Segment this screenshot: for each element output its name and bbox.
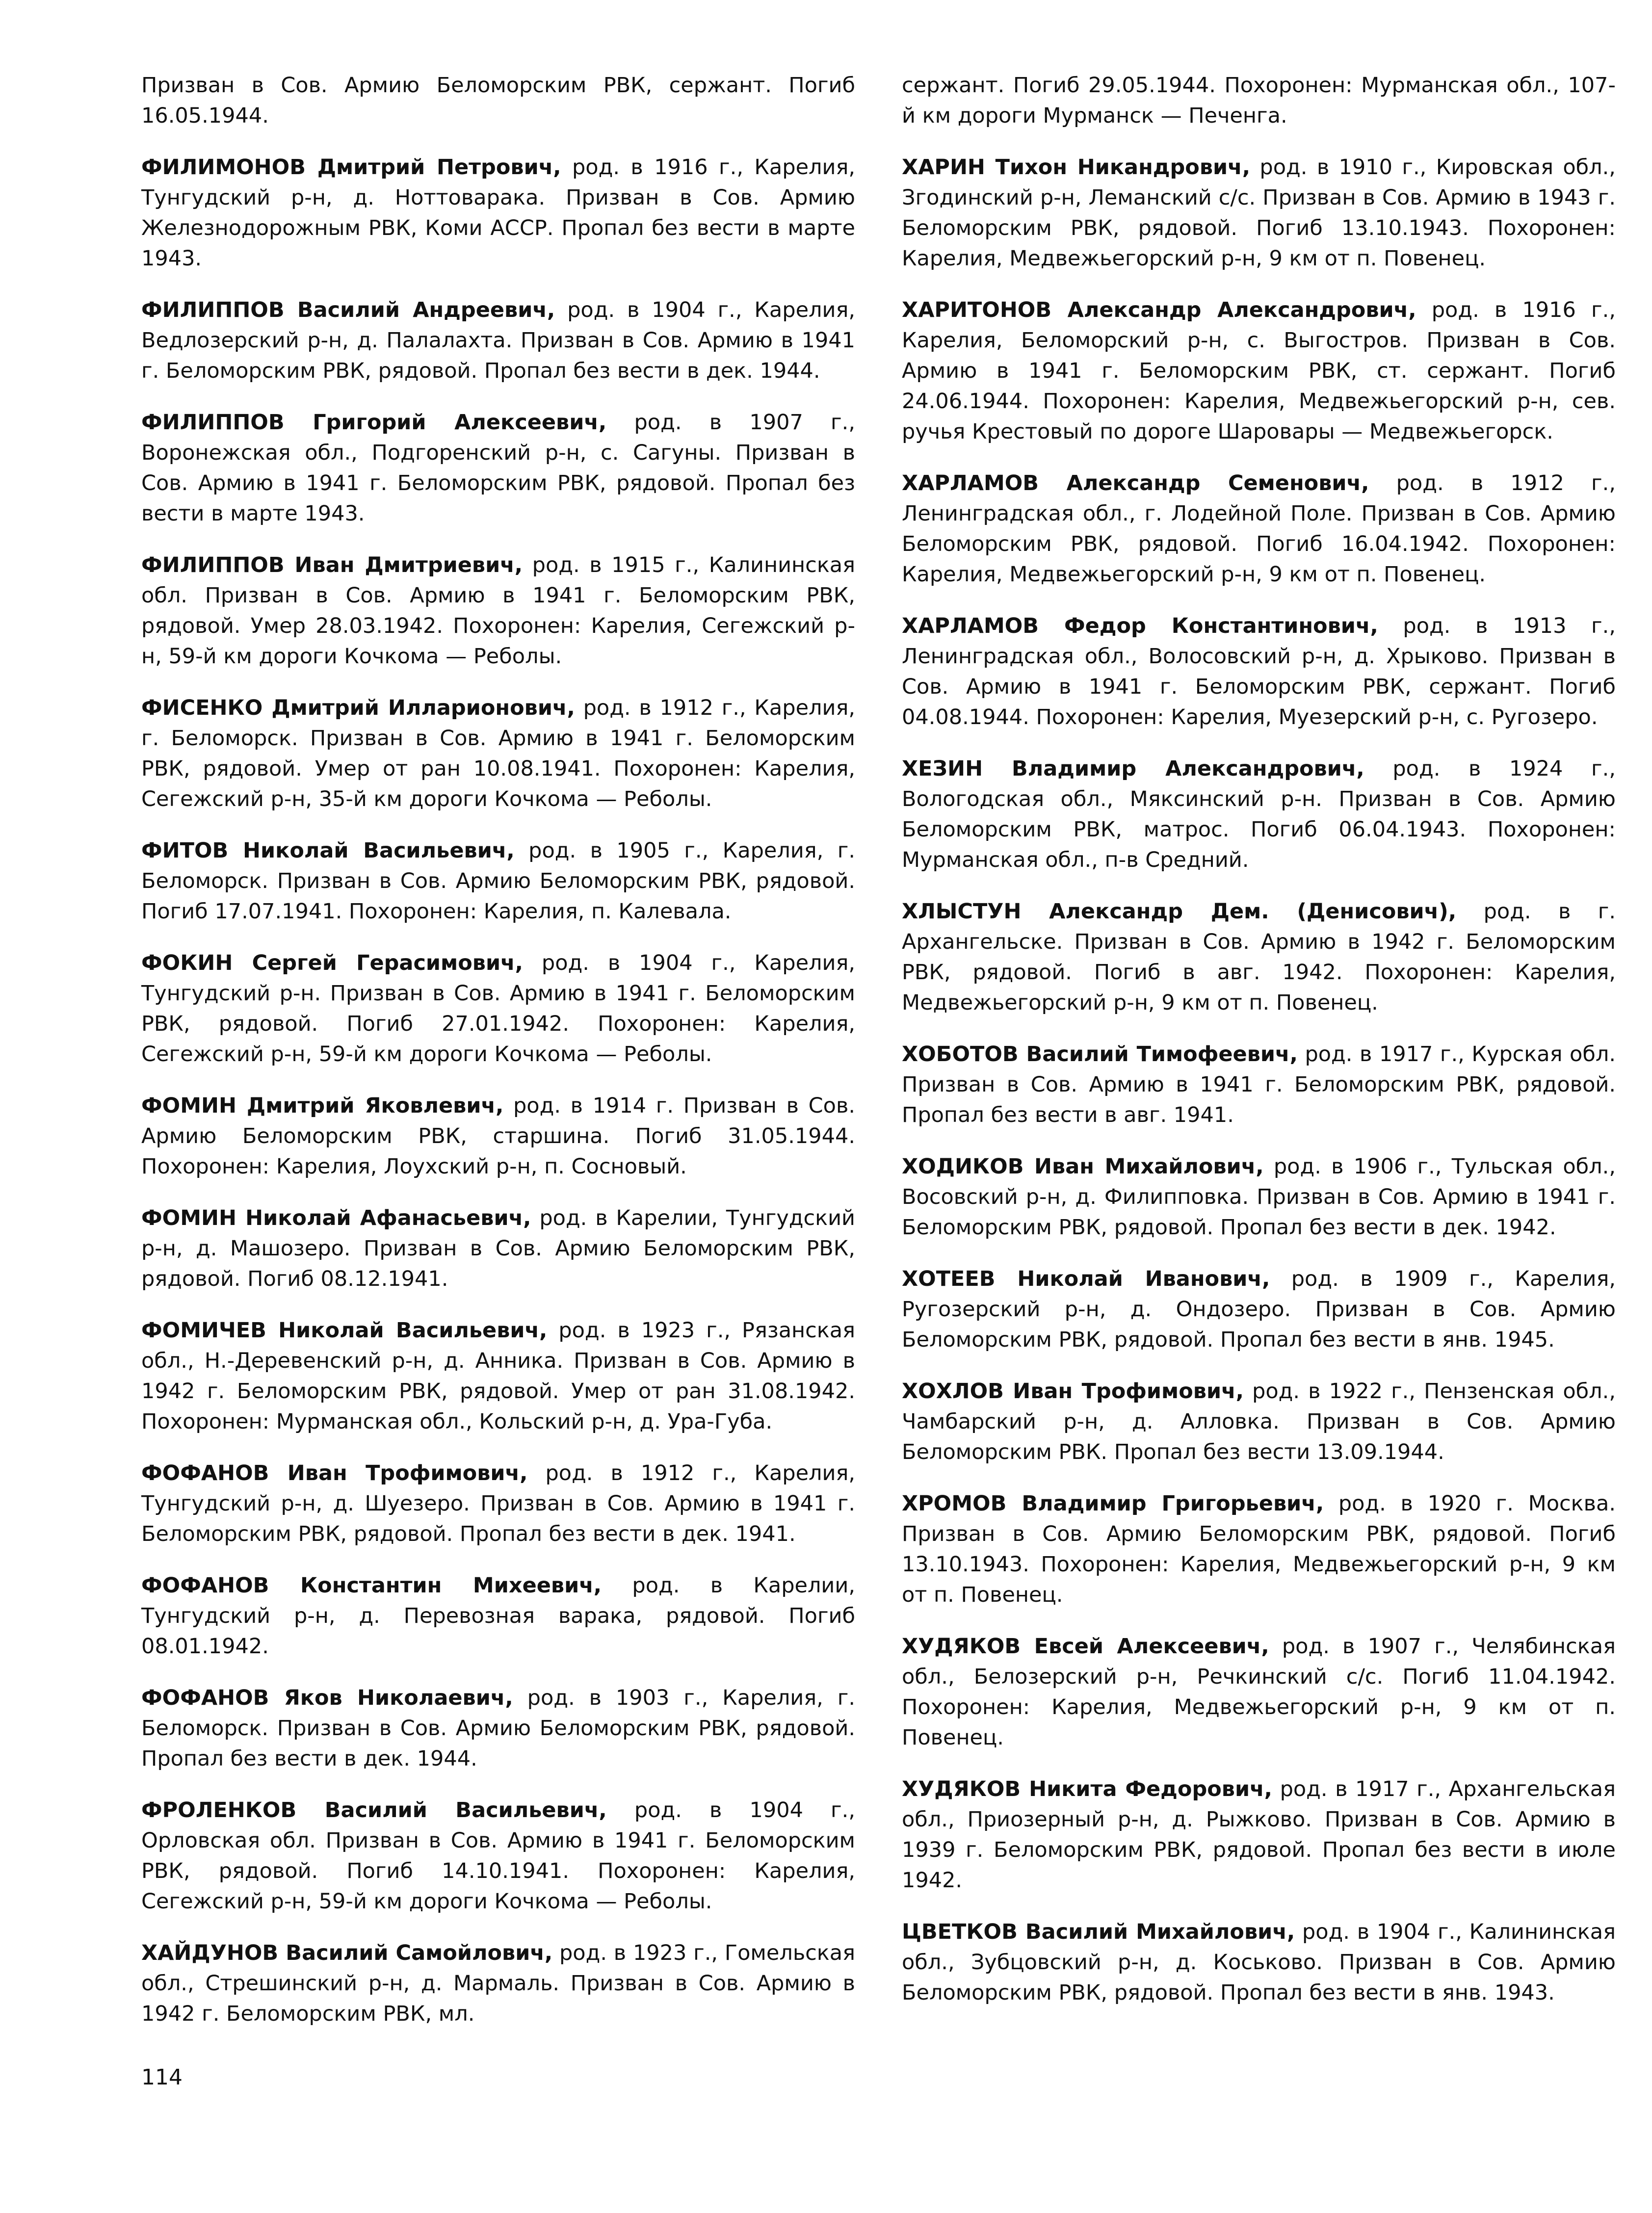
entry bbox=[902, 70, 1616, 131]
entry-text: род. в 1916 г., Карелия, Тунгудский р-н, д. Ноттоварака. Призван в Сов. Армию Железнодорожным РВК, Коми АССР. Пропал без вести в марте 1943. bbox=[141, 155, 856, 271]
left-column bbox=[141, 49, 855, 2045]
entry bbox=[141, 1938, 855, 2029]
entry-name: ФИЛИМОНОВ Дмитрий Петрович, bbox=[141, 155, 561, 180]
entry bbox=[902, 1917, 1616, 2008]
entry bbox=[902, 611, 1616, 732]
entry bbox=[902, 152, 1616, 274]
entry-text: род. в 1904 г., Карелия, Ведлозерский р-н, д. Палалахта. Призван в Сов. Армию в 1941 г. Беломорским РВК, рядовой. Пропал без вести в дек. 1944. bbox=[141, 298, 855, 383]
entry-text: род. в г. Архангельске. Призван в Сов. Армию в 1942 г. Беломорским РВК, рядовой. Погиб в авг. 1942. Похоронен: Карелия, Медвежьегорский р-н, 9 км от п. Повенец. bbox=[902, 899, 1616, 1015]
entry bbox=[902, 1631, 1616, 1753]
entry-name: ХОХЛОВ Иван Трофимович, bbox=[902, 1379, 1244, 1404]
entry bbox=[141, 1315, 855, 1437]
entry-name: ФИЛИППОВ Иван Дмитриевич, bbox=[141, 553, 523, 577]
entry-text: род. в 1904 г., Карелия, Тунгудский р-н. Призван в Сов. Армию в 1941 г. Беломорским РВК, рядовой. Погиб 27.01.1942. Похоронен: Карелия, Сегежский р-н, 59-й км дороги Кочкома — Реболы. bbox=[141, 951, 855, 1067]
entry bbox=[902, 1376, 1616, 1467]
entry bbox=[141, 1458, 855, 1549]
entry-name: ФОФАНОВ Иван Трофимович, bbox=[141, 1461, 528, 1485]
entry-name: ХРОМОВ Владимир Григорьевич, bbox=[902, 1491, 1324, 1516]
entry-name: ФИСЕНКО Дмитрий Илларионович, bbox=[141, 696, 575, 720]
entry-name: ХАРИН Тихон Никандрович, bbox=[902, 155, 1251, 180]
entry-text: род. в 1923 г., Гомельская обл., Стрешинский р-н, д. Мармаль. Призван в Сов. Армию в 1942 г. Беломорским РВК, мл. bbox=[141, 1941, 855, 2026]
entry-text: род. в 1903 г., Карелия, г. Беломорск. Призван в Сов. Армию Беломорским РВК, рядовой. Пропал без вести в дек. 1944. bbox=[141, 1686, 855, 1771]
entry-text: род. в 1917 г., Курская обл. Призван в Сов. Армию в 1941 г. Беломорским РВК, рядовой. Пропал без вести в авг. 1941. bbox=[902, 1042, 1616, 1127]
entry-text: род. в 1906 г., Тульская обл., Восовский р-н, д. Филипповка. Призван в Сов. Армию в 1941 г. Беломорским РВК, рядовой. Пропал без вести в дек. 1942. bbox=[902, 1154, 1616, 1240]
entry-name: ФОКИН Сергей Герасимович, bbox=[141, 951, 523, 975]
entry bbox=[902, 1039, 1616, 1130]
entry bbox=[902, 896, 1616, 1018]
entry bbox=[141, 1795, 855, 1917]
entry-name: ФОМИН Николай Афанасьевич, bbox=[141, 1206, 531, 1230]
entry-name: ХАЙДУНОВ Василий Самойлович, bbox=[141, 1941, 553, 1965]
entry bbox=[902, 1488, 1616, 1610]
entry bbox=[902, 754, 1616, 875]
entry-text: род. в 1904 г., Орловская обл. Призван в Сов. Армию в 1941 г. Беломорским РВК, рядовой. Погиб 14.10.1941. Похоронен: Карелия, Сегежский р-н, 59-й км дороги Кочкома — Реболы. bbox=[141, 1798, 855, 1914]
entry-text: род. в 1904 г., Калининская обл., Зубцовский р-н, д. Коськово. Призван в Сов. Армию Беломорским РВК, рядовой. Пропал без вести в янв. 1943. bbox=[902, 1920, 1616, 2005]
entry-name: ФРОЛЕНКОВ Василий Васильевич, bbox=[141, 1798, 607, 1822]
entry-text: род. в 1920 г. Москва. Призван в Сов. Армию Беломорским РВК, рядовой. Погиб 13.10.1943. Похоронен: Карелия, Медвежьегорский р-н, 9 км от п. Повенец. bbox=[902, 1491, 1616, 1607]
page-number: 114 bbox=[141, 2065, 183, 2090]
entry-text: род. в 1909 г., Карелия, Ругозерский р-н, д. Ондозеро. Призван в Сов. Армию Беломорским РВК, рядовой. Пропал без вести в янв. 1945. bbox=[902, 1267, 1616, 1352]
entry-name: ФИЛИППОВ Василий Андреевич, bbox=[141, 298, 555, 322]
entry-text: род. в 1907 г., Воронежская обл., Подгоренский р-н, с. Сагуны. Призван в Сов. Армию в 1941 г. Беломорским РВК, рядовой. Пропал без вести в марте 1943. bbox=[141, 410, 855, 526]
entry bbox=[141, 152, 855, 274]
entry-name: ФОМИН Дмитрий Яковлевич, bbox=[141, 1093, 504, 1118]
entry bbox=[141, 550, 855, 672]
entry bbox=[902, 295, 1616, 447]
entry-name: ХОТЕЕВ Николай Иванович, bbox=[902, 1267, 1270, 1291]
entry bbox=[141, 835, 855, 927]
entry-name: ХАРЛАМОВ Федор Константинович, bbox=[902, 614, 1378, 638]
entry-text: род. в 1913 г., Ленинградская обл., Волосовский р-н, д. Хрыково. Призван в Сов. Армию в 1941 г. Беломорским РВК, сержант. Погиб 04.08.1944. Похоронен: Карелия, Муезерский р-н, с. Ругозеро. bbox=[902, 614, 1616, 729]
entry-name: ХОБОТОВ Василий Тимофеевич, bbox=[902, 1042, 1298, 1067]
entry bbox=[141, 407, 855, 529]
entry bbox=[141, 70, 855, 131]
right-column bbox=[902, 49, 1616, 2024]
entry-text: род. в 1923 г., Рязанская обл., Н.-Деревенский р-н, д. Анника. Призван в Сов. Армию в 1942 г. Беломорским РВК, рядовой. Умер от ран 31.08.1942. Похоронен: Мурманская обл., Кольский р-н, д. Ура-Губа. bbox=[141, 1318, 855, 1434]
entry-name: ФОМИЧЕВ Николай Васильевич, bbox=[141, 1318, 548, 1343]
entry bbox=[902, 1774, 1616, 1896]
entry-text: сержант. Погиб 29.05.1944. Похоронен: Мурманская обл., 107-й км дороги Мурманск — Печенга. bbox=[902, 73, 1616, 128]
entry-name: ХЛЫСТУН Александр Дем. (Денисович), bbox=[902, 899, 1457, 924]
entry-text: род. в 1924 г., Вологодская обл., Мяксинский р-н. Призван в Сов. Армию Беломорским РВК, матрос. Погиб 06.04.1943. Похоронен: Мурманская обл., п-в Средний. bbox=[902, 756, 1616, 872]
entry bbox=[141, 1203, 855, 1294]
entry bbox=[141, 295, 855, 386]
entry-name: ХУДЯКОВ Никита Федорович, bbox=[902, 1777, 1272, 1801]
entry-text: род. в 1910 г., Кировская обл., Згодинский р-н, Леманский с/с. Призван в Сов. Армию в 1943 г. Беломорским РВК, рядовой. Погиб 13.10.1943. Похоронен: Карелия, Медвежьегорский р-н, 9 км от п. Повенец. bbox=[902, 155, 1616, 271]
entry-text: род. в 1912 г., Карелия, г. Беломорск. Призван в Сов. Армию в 1941 г. Беломорским РВК, рядовой. Умер от ран 10.08.1941. Похоронен: Карелия, Сегежский р-н, 35-й км дороги Кочкома — Реболы. bbox=[141, 696, 855, 811]
entry-text: род. в 1916 г., Карелия, Беломорский р-н, с. Выгостров. Призван в Сов. Армию в 1941 г. Беломорским РВК, ст. сержант. Погиб 24.06.1944. Похоронен: Карелия, Медвежьегорский р-н, сев. ручья Крестовый по дороге Шаровары — Медвежьегорск. bbox=[902, 298, 1616, 444]
entry-name: ФОФАНОВ Константин Михеевич, bbox=[141, 1573, 602, 1598]
entry-name: ХАРЛАМОВ Александр Семенович, bbox=[902, 471, 1369, 495]
entry-name: ХЕЗИН Владимир Александрович, bbox=[902, 756, 1364, 781]
entry bbox=[902, 1151, 1616, 1243]
entry-text: род. в 1914 г. Призван в Сов. Армию Беломорским РВК, старшина. Погиб 31.05.1944. Похоронен: Карелия, Лоухский р-н, п. Сосновый. bbox=[141, 1093, 855, 1179]
entry bbox=[141, 1091, 855, 1182]
entry bbox=[902, 1264, 1616, 1355]
entry bbox=[141, 1683, 855, 1774]
entry-text: род. в Карелии, Тунгудский р-н, д. Машозеро. Призван в Сов. Армию Беломорским РВК, рядовой. Погиб 08.12.1941. bbox=[141, 1206, 856, 1291]
entry-text: род. в 1917 г., Архангельская обл., Приозерный р-н, д. Рыжково. Призван в Сов. Армию в 1939 г. Беломорским РВК, рядовой. Пропал без вести в июле 1942. bbox=[902, 1777, 1616, 1893]
entry-name: ФИТОВ Николай Васильевич, bbox=[141, 838, 515, 863]
entry-text: Призван в Сов. Армию Беломорским РВК, сержант. Погиб 16.05.1944. bbox=[141, 73, 855, 128]
entry-text: род. в Карелии, Тунгудский р-н, д. Перевозная варака, рядовой. Погиб 08.01.1942. bbox=[141, 1573, 855, 1659]
entry bbox=[141, 948, 855, 1069]
entry-name: ФИЛИППОВ Григорий Алексеевич, bbox=[141, 410, 607, 435]
entry bbox=[141, 693, 855, 814]
entry-text: род. в 1912 г., Карелия, Тунгудский р-н, д. Шуезеро. Призван в Сов. Армию в 1941 г. Беломорским РВК, рядовой. Пропал без вести в дек. 1941. bbox=[141, 1461, 856, 1546]
entry-text: род. в 1905 г., Карелия, г. Беломорск. Призван в Сов. Армию Беломорским РВК, рядовой. Погиб 17.07.1941. Похоронен: Карелия, п. Калевала. bbox=[141, 838, 855, 924]
entry bbox=[902, 468, 1616, 590]
entry-text: род. в 1912 г., Ленинградская обл., г. Лодейной Поле. Призван в Сов. Армию Беломорским РВК, рядовой. Погиб 16.04.1942. Похоронен: Карелия, Медвежьегорский р-н, 9 км от п. Повенец. bbox=[902, 471, 1616, 587]
entry-text: род. в 1915 г., Калининская обл. Призван в Сов. Армию в 1941 г. Беломорским РВК, рядовой. Умер 28.03.1942. Похоронен: Карелия, Сегежский р-н, 59-й км дороги Кочкома — Реболы. bbox=[141, 553, 856, 669]
entry-name: ХАРИТОНОВ Александр Александрович, bbox=[902, 298, 1416, 322]
entry-text: род. в 1907 г., Челябинская обл., Белозерский р-н, Речкинский с/с. Погиб 11.04.1942. Похоронен: Карелия, Медвежьегорский р-н, 9 км от п. Повенец. bbox=[902, 1634, 1616, 1750]
entry-name: ХОДИКОВ Иван Михайлович, bbox=[902, 1154, 1264, 1179]
entry-name: ЦВЕТКОВ Василий Михайлович, bbox=[902, 1920, 1295, 1944]
entry-name: ФОФАНОВ Яков Николаевич, bbox=[141, 1686, 513, 1710]
entry bbox=[141, 1570, 855, 1662]
entry-name: ХУДЯКОВ Евсей Алексеевич, bbox=[902, 1634, 1269, 1659]
entry-text: род. в 1922 г., Пензенская обл., Чамбарский р-н, д. Алловка. Призван в Сов. Армию Беломорским РВК. Пропал без вести 13.09.1944. bbox=[902, 1379, 1616, 1464]
